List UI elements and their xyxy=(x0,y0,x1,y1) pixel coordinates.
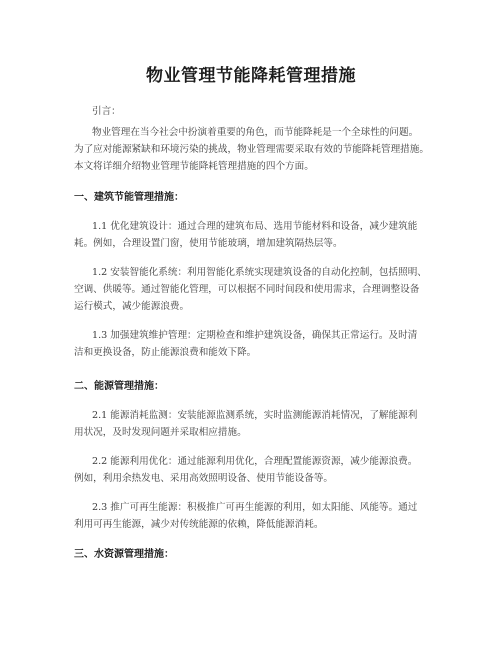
section-2-item-2-line-1: 2.2 能源利用优化：通过能源利用优化，合理配置能源资源，减少能源浪费。 xyxy=(92,456,418,467)
section-heading-1: 一、建筑节能管理措施： xyxy=(74,192,184,203)
section-1-item-1-line-2: 耗。例如，合理设置门窗，使用节能玻璃，增加建筑隔热层等。 xyxy=(74,238,343,249)
section-1-item-3-line-1: 1.3 加强建筑维护管理：定期检查和维护建筑设备，确保其正常运行。及时清 xyxy=(92,330,418,341)
section-1-item-3-line-2: 洁和更换设备，防止能源浪费和能效下降。 xyxy=(74,347,257,358)
section-heading-3: 三、水资源管理措施： xyxy=(74,549,174,560)
section-1-item-2-line-1: 1.2 安装智能化系统：利用智能化系统实现建筑设备的自动化控制，包括照明、 xyxy=(92,267,427,278)
intro-line-2: 为了应对能源紧缺和环境污染的挑战，物业管理需要采取有效的节能降耗管理措施。 xyxy=(74,144,429,155)
intro-line-1: 物业管理在当今社会中扮演着重要的角色，而节能降耗是一个全球性的问题。 xyxy=(92,127,419,138)
section-1-item-2-line-2: 空调、供暖等。通过智能化管理，可以根据不同时间段和使用需求，合理调整设备 xyxy=(74,284,420,295)
section-2-item-2-line-2: 例如，利用余热发电、采用高效照明设备、使用节能设备等。 xyxy=(74,473,334,484)
document-title: 物业管理节能降耗管理措施 xyxy=(146,66,356,86)
section-1-item-1-line-1: 1.1 优化建筑设计：通过合理的建筑布局、选用节能材料和设备，减少建筑能 xyxy=(92,221,418,232)
section-2-item-3-line-2: 利用可再生能源，减少对传统能源的依赖，降低能源消耗。 xyxy=(74,519,324,530)
section-2-item-1-line-1: 2.1 能源消耗监测：安装能源监测系统，实时监测能源消耗情况，了解能源利 xyxy=(92,410,418,421)
section-2-item-3-line-1: 2.3 推广可再生能源：积极推广可再生能源的利用，如太阳能、风能等。通过 xyxy=(92,502,418,513)
intro-label: 引言： xyxy=(92,106,121,117)
section-1-item-2-line-3: 运行模式，减少能源浪费。 xyxy=(74,301,190,312)
section-heading-2: 二、能源管理措施： xyxy=(74,381,164,392)
section-2-item-1-line-2: 用状况，及时发现问题并采取相应措施。 xyxy=(74,427,247,438)
intro-line-3: 本文将详细介绍物业管理节能降耗管理措施的四个方面。 xyxy=(74,161,314,172)
